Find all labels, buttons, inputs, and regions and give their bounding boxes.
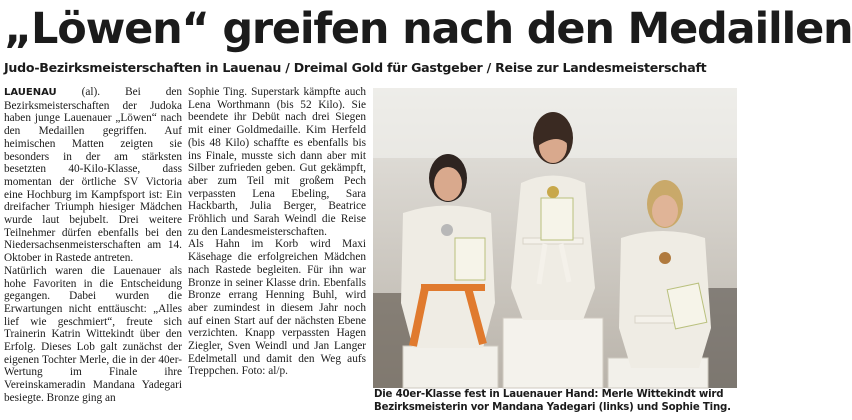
paragraph [4, 86, 182, 265]
paragraph: Natürlich waren die Lauenauer als hohe Favoriten in die Entscheidung gegangen. Dabei wurden die Erwartungen nicht enttäuscht: „Alles lief wie geschmiert“, freute sich Trainerin Katrin Wittekindt über den Erfolg. Dieses Lob galt zunächst der eigenen Tochter Merle, die in der 40er-Wertung im Finale ihre Vereinskameradin Mandana Yadegari besiegte. Bronze ging an [4, 264, 182, 404]
headline: „Löwen“ greifen nach den Medaillen [4, 4, 852, 54]
subheadline: Judo-Bezirksmeisterschaften in Lauenau / Dreimal Gold für Gastgeber / Reise zur Landesmeisterschaft [4, 60, 707, 75]
dateline: LAUENAU [4, 87, 57, 98]
medal [441, 224, 453, 236]
certificate [455, 238, 485, 280]
paragraph: Sophie Ting. Superstark kämpfte auch Lena Worthmann (bis 52 Kilo). Sie beendete ihr Debüt nach drei Siegen mit einer Goldmedaille. Kim Herfeld (bis 48 Kilo) schaffte es ebenfalls bis ins Finale, musste sich dann aber mit Silber zufrieden geben. Gut gekämpft, aber zum Teil mit großem Pech verpassten Lena Ebeling, Sara Hackbarth, Julia Berger, Beatrice Fröhlich und Sarah Weindl die Reise zu den Landesmeisterschaften. [188, 86, 366, 238]
paragraph-text: Als Hahn im Korb wird Maxi Käsehage die erfolgreichen Mädchen nach Rastede begleiten. Für ihn war Bronze in seiner Klasse drin. Ebenfalls Bronze errang Henning Buhl, wird aber zumindest in diesem Jahr noch auf einen Start auf der nächsten Ebene verzichten. Knapp verpassten Hagen Ziegler, Sven Weindl und Jan Langer Edelmetall und damit den Weg aufs Treppchen. [188, 238, 366, 378]
podium-photo [373, 88, 737, 388]
certificate [541, 198, 573, 240]
author-mark: (al). [81, 86, 101, 98]
medal [659, 252, 671, 264]
photo-caption: Die 40er-Klasse fest in Lauenauer Hand: Merle Wittekindt wird Bezirksmeisterin vor Mandana Yadegari (links) und Sophie Ting. [374, 389, 731, 413]
article-column-1 [4, 86, 182, 416]
paragraph [188, 238, 366, 378]
podium-second [403, 346, 498, 388]
medal [547, 186, 559, 198]
podium-first [503, 318, 603, 388]
article-column-2 [188, 86, 366, 416]
paragraph-text: Bei den Bezirksmeisterschaften der Judoka haben junge Lauenauer „Löwen“ nach den Medaillen gegriffen. Auf heimischen Matten zeigten sie besonders in der am stärksten besetzten 40-Kilo-Klasse, dass momentan der örtliche SV Victoria eine Hochburg im Kampfsport ist: Ein dreifacher Triumph hiesiger Mädchen wurde laut bejubelt. Drei weitere Teilnehmer dürfen ebenfalls bei den Niedersachsenmeisterschaften am 14. Oktober in Rastede antreten. [4, 86, 183, 265]
podium-photo-illustration [373, 88, 737, 388]
photo-credit: Foto: al/p. [241, 365, 289, 378]
